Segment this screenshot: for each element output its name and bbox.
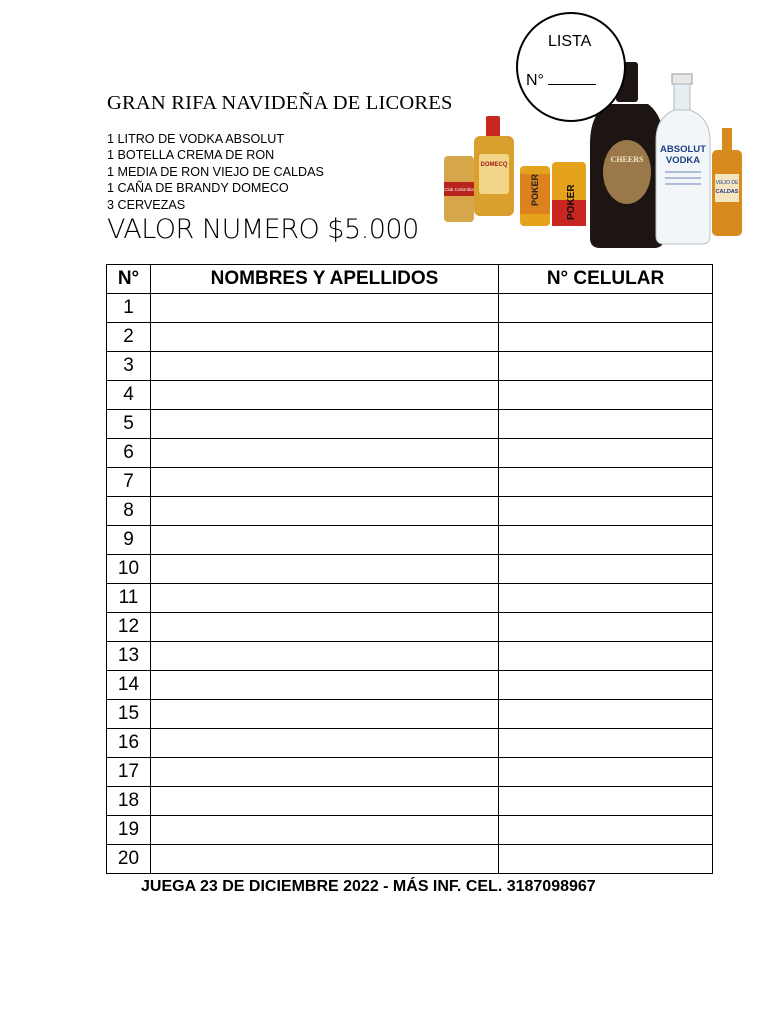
bottle-label: CALDAS xyxy=(715,189,739,195)
name-cell[interactable] xyxy=(151,613,499,642)
row-number: 7 xyxy=(107,468,151,497)
prize-item: 1 MEDIA DE RON VIEJO DE CALDAS xyxy=(107,164,324,179)
row-number: 5 xyxy=(107,410,151,439)
prize-list xyxy=(107,131,324,213)
prize-item: 1 LITRO DE VODKA ABSOLUT xyxy=(107,132,285,146)
phone-cell[interactable] xyxy=(499,816,713,845)
row-number: 12 xyxy=(107,613,151,642)
phone-cell[interactable] xyxy=(499,758,713,787)
row-number: 20 xyxy=(107,845,151,874)
list-number-field[interactable] xyxy=(526,70,596,90)
row-number: 4 xyxy=(107,381,151,410)
row-number: 2 xyxy=(107,323,151,352)
phone-cell[interactable] xyxy=(499,352,713,381)
row-number: 17 xyxy=(107,758,151,787)
name-cell[interactable] xyxy=(151,555,499,584)
table-row xyxy=(107,497,713,526)
raffle-title: GRAN RIFA NAVIDEÑA DE LICORES xyxy=(107,92,453,114)
prize-item: 1 CAÑA DE BRANDY DOMECO xyxy=(107,181,289,196)
name-cell[interactable] xyxy=(151,642,499,671)
name-cell[interactable] xyxy=(151,323,499,352)
prize-item: 1 BOTELLA CREMA DE RON xyxy=(107,148,275,163)
name-cell[interactable] xyxy=(151,845,499,874)
table-row xyxy=(107,671,713,700)
table-row xyxy=(107,323,713,352)
table-header-row xyxy=(107,265,713,294)
table-row xyxy=(107,294,713,323)
table-row xyxy=(107,352,713,381)
column-header-number: N° xyxy=(107,265,151,294)
name-cell[interactable] xyxy=(151,439,499,468)
table-row xyxy=(107,555,713,584)
beer-can-illustration xyxy=(552,162,586,226)
rum-bottle-illustration xyxy=(712,128,742,236)
row-number: 19 xyxy=(107,816,151,845)
table-row xyxy=(107,642,713,671)
table-row xyxy=(107,816,713,845)
table-row xyxy=(107,729,713,758)
name-cell[interactable] xyxy=(151,816,499,845)
can-label: Club Colombia xyxy=(444,187,474,192)
name-cell[interactable] xyxy=(151,468,499,497)
can-label: POKER xyxy=(530,173,540,206)
row-number: 11 xyxy=(107,584,151,613)
table-row xyxy=(107,758,713,787)
row-number: 3 xyxy=(107,352,151,381)
column-header-names: NOMBRES Y APELLIDOS xyxy=(151,265,499,294)
name-cell[interactable] xyxy=(151,700,499,729)
table-row xyxy=(107,584,713,613)
brandy-bottle-illustration xyxy=(474,116,514,216)
phone-cell[interactable] xyxy=(499,555,713,584)
phone-cell[interactable] xyxy=(499,497,713,526)
row-number: 8 xyxy=(107,497,151,526)
ticket-price: VALOR NUMERO $5.000 xyxy=(107,214,419,245)
name-cell[interactable] xyxy=(151,787,499,816)
name-cell[interactable] xyxy=(151,729,499,758)
beer-can-illustration xyxy=(444,156,474,222)
phone-cell[interactable] xyxy=(499,787,713,816)
phone-cell[interactable] xyxy=(499,584,713,613)
bottle-label: VODKA xyxy=(665,155,701,166)
phone-cell[interactable] xyxy=(499,323,713,352)
phone-cell[interactable] xyxy=(499,526,713,555)
row-number: 16 xyxy=(107,729,151,758)
phone-cell[interactable] xyxy=(499,468,713,497)
name-cell[interactable] xyxy=(151,381,499,410)
prize-item: 3 CERVEZAS xyxy=(107,197,186,212)
phone-cell[interactable] xyxy=(499,671,713,700)
draw-date-footer: JUEGA 23 DE DICIEMBRE 2022 - MÁS INF. CEL. 3187098967 xyxy=(141,878,596,895)
vodka-bottle-illustration xyxy=(656,74,710,244)
phone-cell[interactable] xyxy=(499,410,713,439)
name-cell[interactable] xyxy=(151,758,499,787)
phone-cell[interactable] xyxy=(499,642,713,671)
can-label: POKER xyxy=(566,184,577,220)
table-row xyxy=(107,381,713,410)
name-cell[interactable] xyxy=(151,671,499,700)
row-number: 1 xyxy=(107,294,151,323)
table-row xyxy=(107,526,713,555)
phone-cell[interactable] xyxy=(499,613,713,642)
phone-cell[interactable] xyxy=(499,381,713,410)
row-number: 13 xyxy=(107,642,151,671)
table-row xyxy=(107,439,713,468)
raffle-table xyxy=(106,264,713,874)
phone-cell[interactable] xyxy=(499,439,713,468)
row-number: 10 xyxy=(107,555,151,584)
column-header-phone: N° CELULAR xyxy=(499,265,713,294)
table-body xyxy=(107,294,713,874)
list-label: LISTA xyxy=(548,33,592,50)
table-row xyxy=(107,845,713,874)
table-row xyxy=(107,613,713,642)
row-number: 18 xyxy=(107,787,151,816)
bottle-label: CHEERS xyxy=(610,155,644,164)
table-row xyxy=(107,468,713,497)
name-cell[interactable] xyxy=(151,584,499,613)
bottle-label: DOMECQ xyxy=(480,162,508,168)
row-number: 14 xyxy=(107,671,151,700)
list-number-circle xyxy=(516,12,626,122)
phone-cell[interactable] xyxy=(499,700,713,729)
phone-cell[interactable] xyxy=(499,294,713,323)
table-row xyxy=(107,700,713,729)
name-cell[interactable] xyxy=(151,410,499,439)
name-cell[interactable] xyxy=(151,294,499,323)
row-number: 6 xyxy=(107,439,151,468)
table-row xyxy=(107,410,713,439)
row-number: 9 xyxy=(107,526,151,555)
bottle-label: ABSOLUT xyxy=(660,144,706,155)
name-cell[interactable] xyxy=(151,352,499,381)
beer-can-illustration xyxy=(520,166,550,226)
table-row xyxy=(107,787,713,816)
bottle-label: VIEJO DE xyxy=(715,180,739,186)
phone-cell[interactable] xyxy=(499,729,713,758)
list-number-label: N° xyxy=(526,72,544,89)
name-cell[interactable] xyxy=(151,497,499,526)
list-number-blank[interactable] xyxy=(548,70,596,85)
row-number: 15 xyxy=(107,700,151,729)
name-cell[interactable] xyxy=(151,526,499,555)
phone-cell[interactable] xyxy=(499,845,713,874)
